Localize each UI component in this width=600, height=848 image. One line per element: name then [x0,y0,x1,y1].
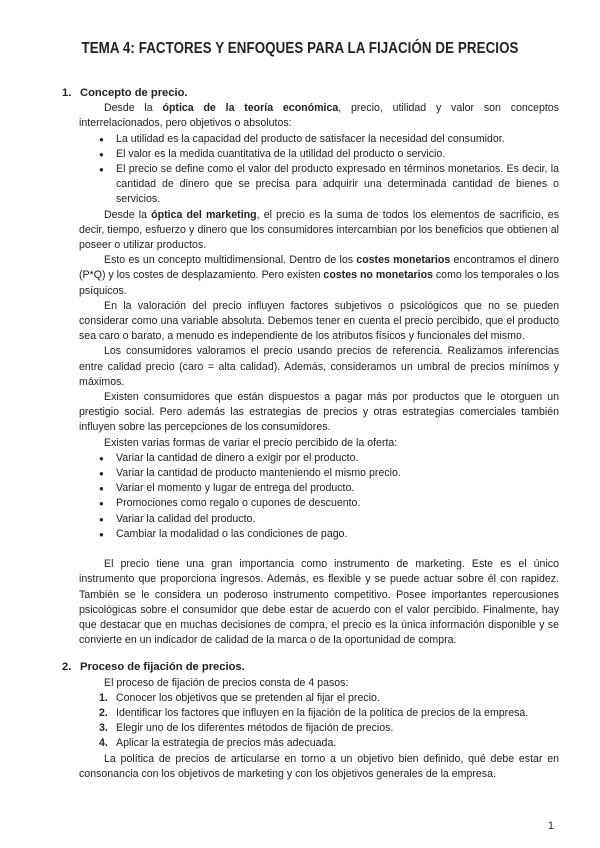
text-run: Esto es un concepto multidimensional. Dentro de los [104,254,357,267]
list-item: ● Cambiar la modalidad o las condiciones de pago. [99,527,559,542]
list-item: ● La utilidad es la capacidad del producto de satisfacer la necesidad del consumidor. [99,132,559,147]
list-item [99,736,559,751]
list-item: ● Variar la calidad del producto. [99,512,559,527]
text-run: , el precio es la suma de todos los elementos de sacrificio, es decir, tiempo, esfuerzo y dinero que los consumidores intercambian por los beneficios que obtienen al poseer o utilizar productos. [79,208,559,252]
paragraph [79,253,559,299]
paragraph: Existen consumidores que están dispuestos a pagar más por productos que le otorguen un prestigio social. Pero además las estrategias de precios y otras estrategias comerciales también influyen sobre las percepciones de los consumidores. [79,391,559,434]
paragraph: El precio tiene una gran importancia como instrumento de marketing. Este es el único instrumento que proporciona ingresos. Además, es flexible y se puede actuar sobre él con rapidez. También se le considera un poderoso instrumento competitivo. Posee importantes repercusiones psicológicas sobre el consumidor que debe estar de acuerdo con el valor percibido. Finalmente, hay que destacar que en muchas decisiones de compra, el precio es la única información disponible y se convierte en un indicador de calidad de la marca o de la oportunidad de compra. [79,558,559,647]
numbered-list [99,691,559,752]
paragraph: El proceso de fijación de precios consta de 4 pasos: [104,676,349,689]
paragraph: Los consumidores valoramos el precio usando precios de referencia. Realizamos inferencias entre calidad precio (caro = alta calidad). Además, consideramos un umbral de precios mínimos y máximos. [79,345,559,388]
list-item: ● Variar el momento y lugar de entrega del producto. [99,481,559,496]
list-number: 1. [99,691,108,704]
list-text: Conocer los objetivos que se pretenden al fijar el precio. [116,691,380,704]
list-text: Identificar los factores que influyen en la fijación de la política de precios de la empresa. [116,706,529,719]
text-run: como los temporales o los psíquicos. [79,269,559,297]
text-run: encontramos el dinero (P*Q) y los costes de desplazamiento. Pero existen [79,254,559,282]
bold-text: óptica de la teoría económica [162,102,339,115]
spacer [62,648,559,660]
section-heading-2 [62,660,559,675]
list-item: ● El precio se define como el valor del producto expresado en términos monetarios. Es decir, la cantidad de dinero que se precisa para adquirir una determinada cantidad de bienes o servicios. [99,162,559,208]
list-item [99,706,559,721]
text-run: Desde la [104,208,152,221]
text-run: , precio, utilidad y valor son conceptos interrelacionados, pero objetivos o absolutos: [79,102,559,130]
text-run: Desde la [104,102,163,115]
list-text: Elegir uno de los diferentes métodos de fijación de precios. [116,722,394,735]
section-title: Concepto de precio. [80,87,188,99]
page-title: TEMA 4: FACTORES Y ENFOQUES PARA LA FIJACIÓN DE PRECIOS [81,40,519,57]
paragraph: Existen varias formas de variar el precio percibido de la oferta: [104,436,398,449]
section-title: Proceso de fijación de precios. [80,661,245,674]
section-number: 1. [62,87,72,99]
bullet-list [99,132,559,208]
document-body [62,86,559,782]
list-number: 2. [99,706,108,719]
section-heading-1 [62,86,559,101]
list-item: ● Promociones como regalo o cupones de descuento. [99,496,559,511]
paragraph: La política de precios de articularse en torno a un objetivo bien definido, qué debe estar en consonancia con los objetivos de marketing y con los objetivos generales de la empresa. [79,752,559,780]
page-number: 1 [548,820,554,832]
list-item [99,691,559,706]
bold-text: óptica del marketing [151,208,257,221]
bold-text: costes no monetarios [323,269,433,282]
bold-text: costes monetarios [356,254,451,267]
spacer [62,542,559,557]
paragraph [79,101,559,131]
paragraph: En la valoración del precio influyen factores subjetivos o psicológicos que no se pueden considerar como una variable absoluta. Debemos tener en cuenta el precio percibido, que el producto sea caro o barato, a menudo es independiente de los atributos físicos y funcionales del mismo. [79,299,559,343]
section-number: 2. [62,661,72,674]
list-item: ● Variar la cantidad de dinero a exigir por el producto. [99,451,559,466]
list-number: 3. [99,722,108,735]
paragraph [79,208,559,254]
bullet-list [99,451,559,542]
list-item: ● El valor es la medida cuantitativa de la utilidad del producto o servicio. [99,147,559,162]
list-item [99,721,559,736]
list-text: Aplicar la estrategia de precios más adecuada. [116,737,337,750]
list-item: ● Variar la cantidad de producto manteniendo el mismo precio. [99,466,559,481]
list-number: 4. [99,737,108,750]
